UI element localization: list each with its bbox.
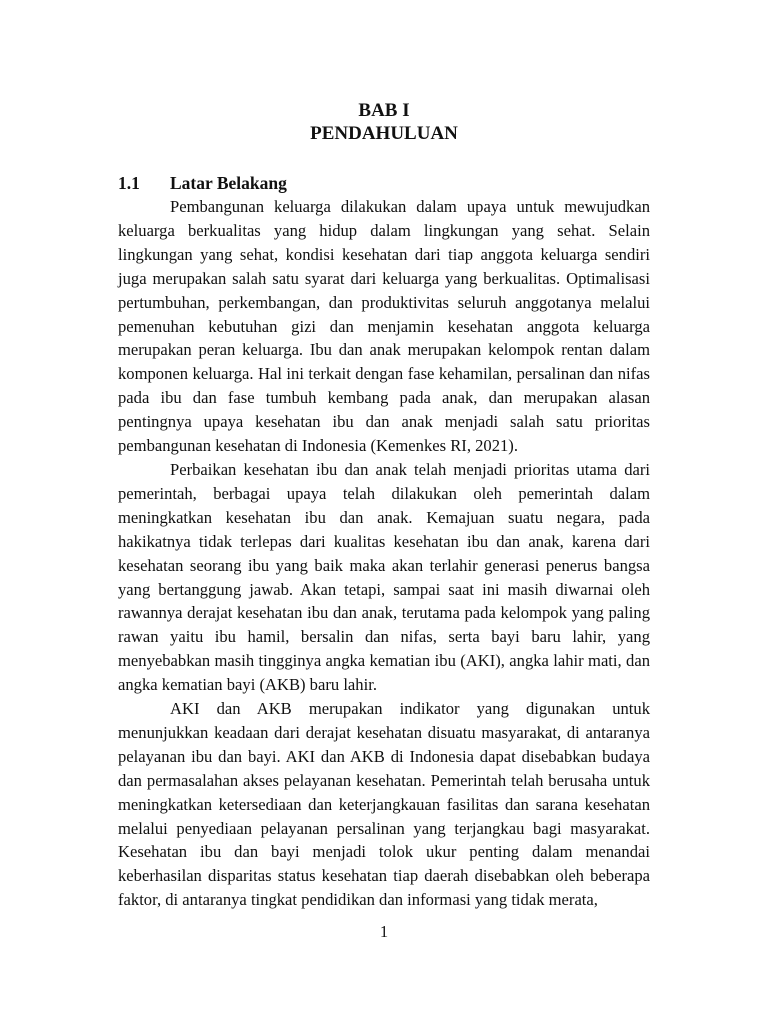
body-text <box>118 195 650 912</box>
section-title: Latar Belakang <box>170 173 287 193</box>
paragraph-2: Perbaikan kesehatan ibu dan anak telah menjadi prioritas utama dari pemerintah, berbagai upaya telah dilakukan oleh pemerintah dalam meningkatkan kesehatan ibu dan anak. Kemajuan suatu negara, pada hakikatnya tidak terlepas dari kualitas kesehatan ibu dan anak, karena dari kesehatan seorang ibu yang baik maka akan terlahir generasi penerus bangsa yang bertanggung jawab. Akan tetapi, sampai saat ini masih diwarnai oleh rawannya derajat kesehatan ibu dan anak, terutama pada kelompok yang paling rawan yaitu ibu hamil, bersalin dan nifas, serta bayi baru lahir, yang menyebabkan masih tingginya angka kematian ibu (AKI), angka lahir mati, dan angka kematian bayi (AKB) baru lahir. <box>118 459 650 695</box>
section-number: 1.1 <box>118 173 140 193</box>
section-heading <box>118 170 650 196</box>
paragraph-1: Pembangunan keluarga dilakukan dalam upaya untuk mewujudkan keluarga berkualitas yang hidup dalam lingkungan yang sehat. Selain lingkungan yang sehat, kondisi kesehatan dari tiap anggota keluarga sendiri juga merupakan salah satu syarat dari keluarga yang berkualitas. Optimalisasi pertumbuhan, perkembangan, dan produktivitas seluruh anggotanya melalui pemenuhan kebutuhan gizi dan menjamin kesehatan anggota keluarga merupakan peran keluarga. Ibu dan anak merupakan kelompok rentan dalam komponen keluarga. Hal ini terkait dengan fase kehamilan, persalinan dan nifas pada ibu dan fase tumbuh kembang pada anak, dan merupakan alasan pentingnya upaya kesehatan ibu dan anak menjadi salah satu prioritas pembangunan kesehatan di Indonesia (Kemenkes RI, 2021). <box>118 197 650 456</box>
paragraph-3: AKI dan AKB merupakan indikator yang digunakan untuk menunjukkan keadaan dari derajat kesehatan disuatu masyarakat, di antaranya pelayanan ibu dan bayi. AKI dan AKB di Indonesia dapat disebabkan budaya dan permasalahan akses pelayanan kesehatan. Pemerintah telah berusaha untuk meningkatkan ketersediaan dan keterjangkauan fasilitas dan sarana kesehatan melalui penyediaan pelayanan persalinan yang terjangkau bagi masyarakat. Kesehatan ibu dan bayi menjadi tolok ukur penting dalam menandai keberhasilan disparitas status kesehatan tiap daerah disebabkan oleh beberapa faktor, di antaranya tingkat pendidikan dan informasi yang tidak merata, <box>118 699 650 910</box>
chapter-title: PENDAHULUAN <box>310 123 458 144</box>
chapter-number: BAB I <box>358 100 410 121</box>
page-number: 1 <box>379 922 389 941</box>
